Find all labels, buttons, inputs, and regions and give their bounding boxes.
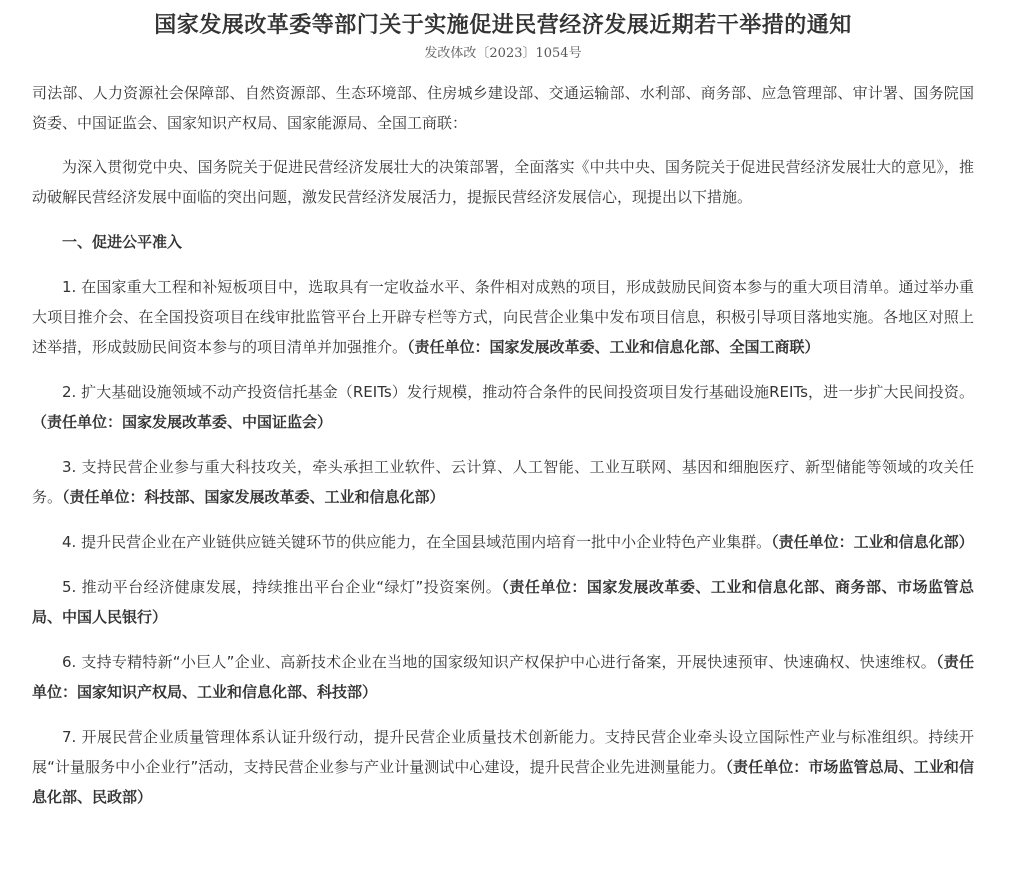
list-item (32, 572, 974, 632)
responsible-units: （责任单位：国家知识产权局、工业和信息化部、科技部） (32, 653, 974, 701)
document-title: 国家发展改革委等部门关于实施促进民营经济发展近期若干举措的通知 (154, 13, 852, 38)
section-heading: 一、促进公平准入 (62, 233, 183, 251)
list-item (32, 452, 974, 512)
document (32, 0, 974, 812)
responsible-units: （责任单位：国家发展改革委、工业和信息化部、全国工商联） (407, 338, 820, 356)
addressee: 司法部、人力资源社会保障部、自然资源部、生态环境部、住房城乡建设部、交通运输部、水利部、商务部、应急管理部、审计署、国务院国资委、中国证监会、国家知识产权局、国家能源局、全国工商联： (32, 84, 974, 132)
item-text: 4. 提升民营企业在产业链供应链关键环节的供应能力，在全国县域范围内培育一批中小企业特色产业集群。 (62, 533, 772, 551)
item-text: 2. 扩大基础设施领域不动产投资信托基金（REITs）发行规模，推动符合条件的民间投资项目发行基础设施REITs，进一步扩大民间投资。 (62, 383, 974, 401)
intro-paragraph: 为深入贯彻党中央、国务院关于促进民营经济发展壮大的决策部署，全面落实《中共中央、国务院关于促进民营经济发展壮大的意见》，推动破解民营经济发展中面临的突出问题，激发民营经济发展活力，提振民营经济发展信心，现提出以下措施。 (32, 158, 974, 206)
list-item (32, 272, 974, 362)
item-text: 1. 在国家重大工程和补短板项目中，选取具有一定收益水平、条件相对成熟的项目，形成鼓励民间资本参与的重大项目清单。通过举办重大项目推介会、在全国投资项目在线审批监管平台上开辟专栏等方式，向民营企业集中发布项目信息，积极引导项目落地实施。各地区对照上述举措，形成鼓励民间资本参与的项目清单并加强推介。 (32, 278, 974, 356)
item-text: 3. 支持民营企业参与重大科技攻关，牵头承担工业软件、云计算、人工智能、工业互联网、基因和细胞医疗、新型储能等领域的攻关任务。 (32, 458, 974, 506)
responsible-units: （责任单位：工业和信息化部） (771, 533, 974, 551)
item-text: 6. 支持专精特新“小巨人”企业、高新技术企业在当地的国家级知识产权保护中心进行备案，开展快速预审、快速确权、快速维权。 (62, 653, 936, 671)
list-item (32, 377, 974, 437)
list-item (32, 527, 974, 557)
item-text: 5. 推动平台经济健康发展，持续推出平台企业“绿灯”投资案例。 (62, 578, 502, 596)
item-text: 7. 开展民营企业质量管理体系认证升级行动，提升民营企业质量技术创新能力。支持民营企业牵头设立国际性产业与标准组织。持续开展“计量服务中小企业行”活动，支持民营企业参与产业计量测试中心建设，提升民营企业先进测量能力。 (32, 728, 974, 776)
responsible-units: （责任单位：市场监管总局、工业和信息化部、民政部） (32, 758, 974, 806)
list-item (32, 722, 974, 812)
responsible-units: （责任单位：科技部、国家发展改革委、工业和信息化部） (62, 488, 445, 506)
responsible-units: （责任单位：国家发展改革委、中国证监会） (32, 413, 333, 431)
document-number: 发改体改〔2023〕1054号 (424, 46, 582, 61)
list-item (32, 647, 974, 707)
responsible-units: （责任单位：国家发展改革委、工业和信息化部、商务部、市场监管总局、中国人民银行） (32, 578, 974, 626)
